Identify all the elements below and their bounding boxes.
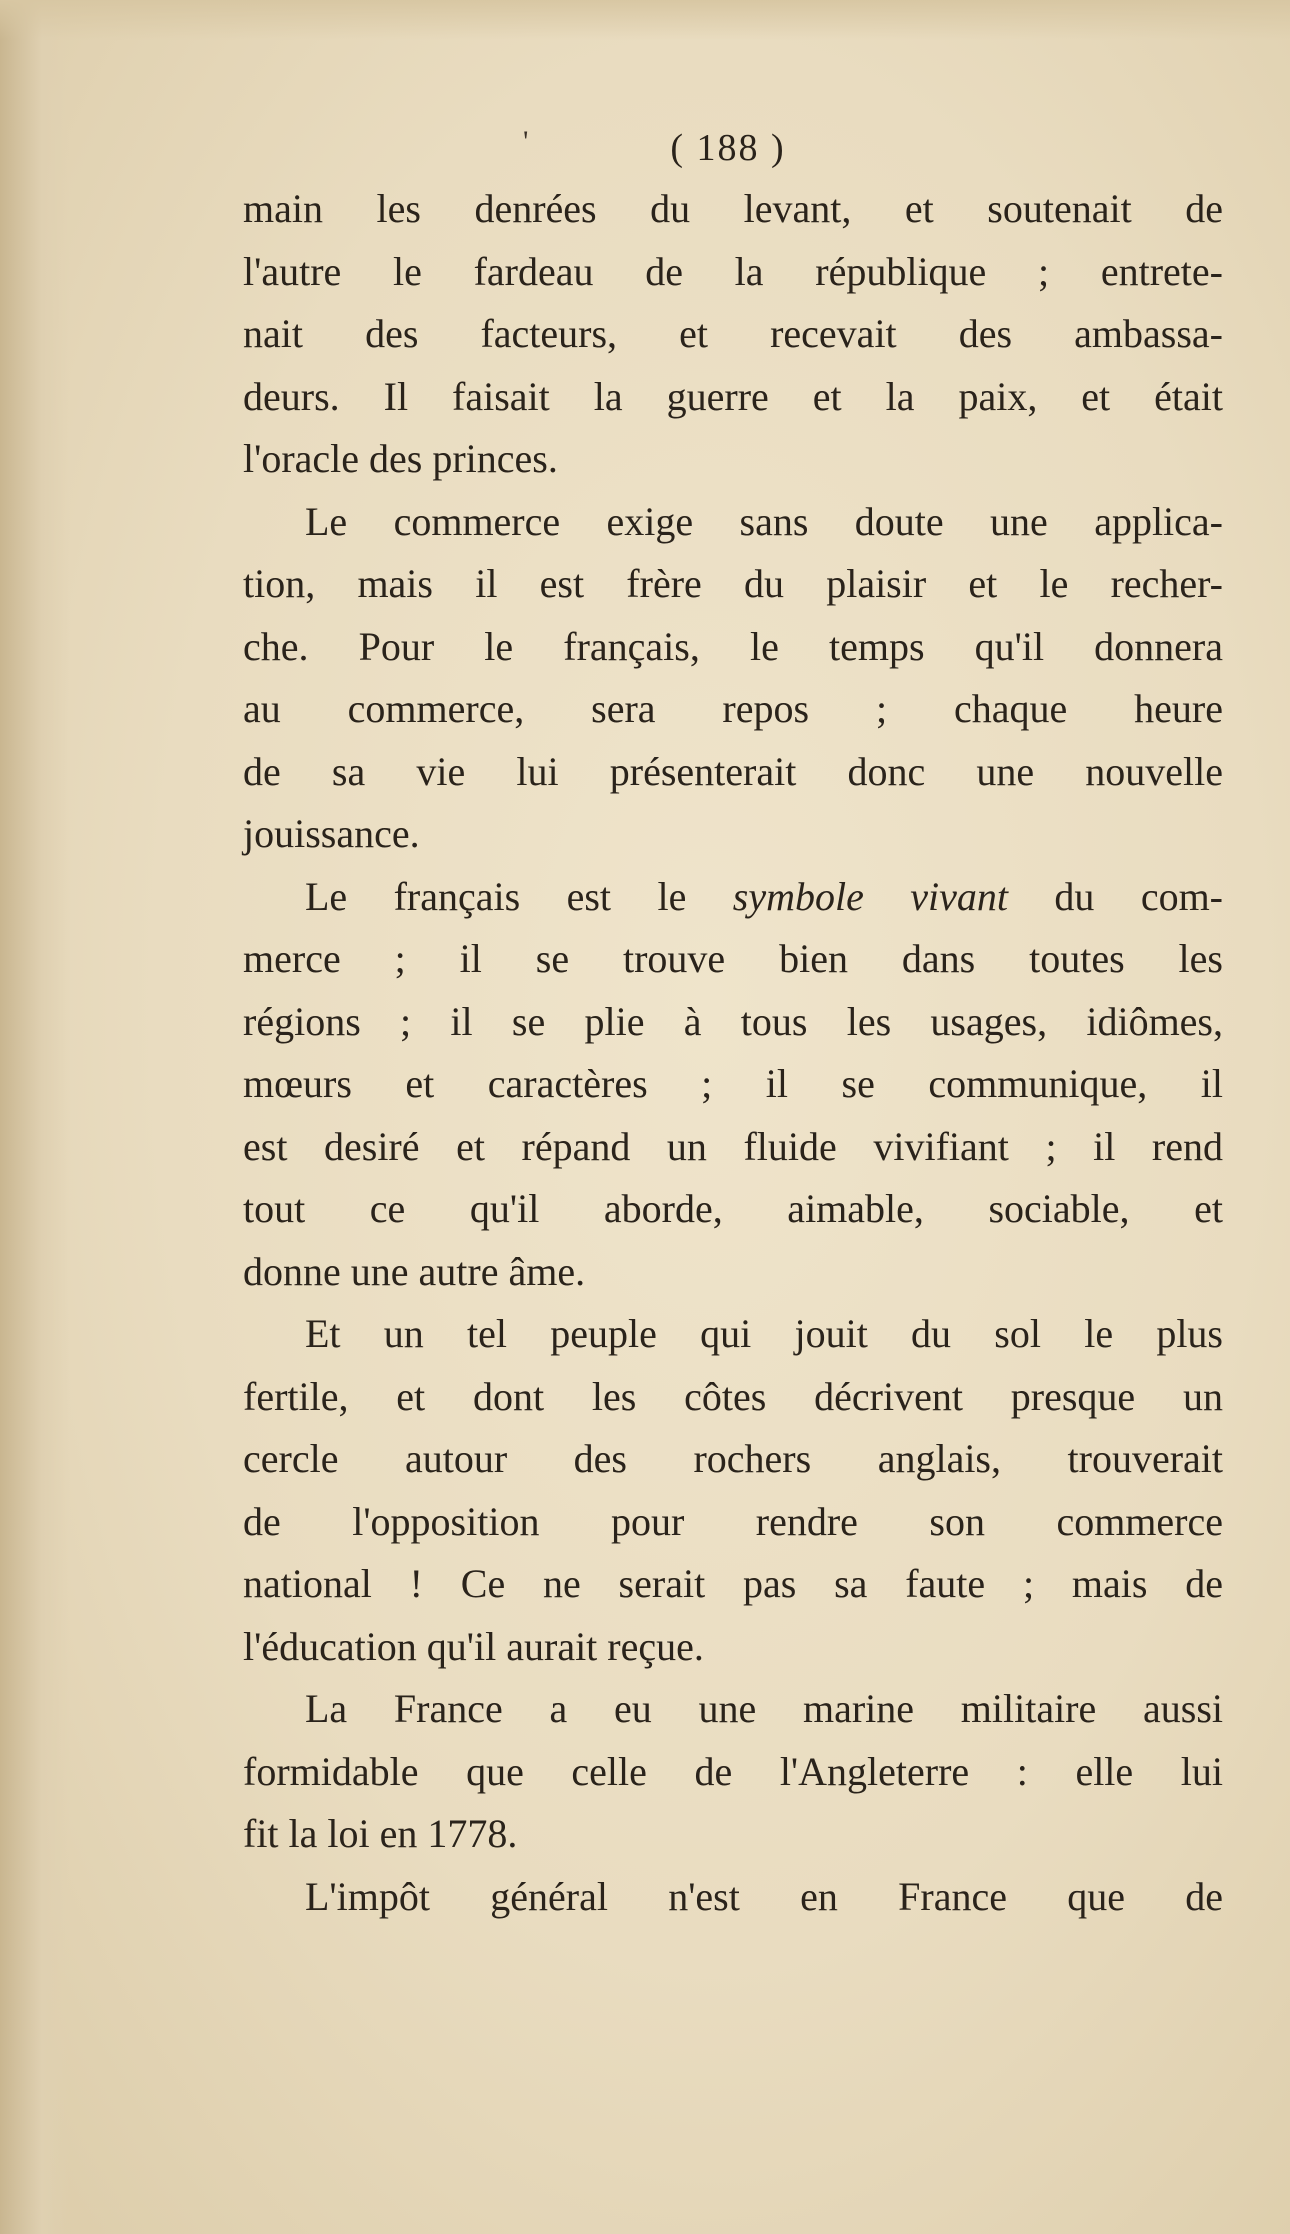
text-line: est desiré et répand un fluide vivifiant ; il rend — [243, 1123, 1223, 1169]
margin-mark: ' — [523, 125, 531, 158]
page-number-label: ( 188 ) — [670, 127, 786, 169]
text-line: mœurs et caractères ; il se communique, il — [243, 1061, 1223, 1106]
page-number — [233, 118, 1223, 178]
text-line: deurs. Il faisait la guerre et la paix, et était — [243, 373, 1223, 419]
text-line: l'oracle des princes. — [243, 436, 558, 481]
binding-gutter — [0, 0, 70, 2234]
text-line: de l'opposition pour rendre son commerce — [243, 1498, 1223, 1544]
italic-phrase: symbole vivant — [732, 873, 1008, 919]
text-line: national ! Ce ne serait pas sa faute ; mais de — [243, 1561, 1223, 1606]
text-line: Le commerce exige sans doute une applica- — [305, 498, 1223, 544]
text-segment: du com- — [1007, 873, 1224, 919]
text-line: nait des facteurs, et recevait des ambassa- — [243, 311, 1223, 356]
text-line: tout ce qu'il aborde, aimable, sociable, et — [243, 1186, 1223, 1231]
text-line: fit la loi en 1778. — [243, 1811, 518, 1856]
text-line: merce ; il se trouve bien dans toutes les — [243, 936, 1223, 981]
text-line: tion, mais il est frère du plaisir et le recher- — [243, 561, 1223, 606]
text-segment: Le français est le — [305, 873, 733, 919]
text-line: l'éducation qu'il aurait reçue. — [243, 1623, 704, 1669]
text-line: fertile, et dont les côtes décrivent presque un — [243, 1373, 1223, 1419]
text-line: L'impôt général n'est en France que de — [305, 1873, 1223, 1919]
text-lines — [243, 178, 1223, 1928]
text-line: de sa vie lui présenterait donc une nouvelle — [243, 748, 1223, 794]
text-line: che. Pour le français, le temps qu'il donnera — [243, 623, 1223, 669]
text-line: cercle autour des rochers anglais, trouverait — [243, 1436, 1223, 1481]
text-line: Et un tel peuple qui jouit du sol le plus — [305, 1311, 1223, 1356]
text-line — [243, 866, 1223, 929]
page-text-block — [243, 118, 1223, 1928]
text-line: jouissance. — [243, 811, 420, 856]
page-top-edge — [0, 0, 1290, 40]
text-line: La France a eu une marine militaire aussi — [305, 1686, 1223, 1731]
text-line: main les denrées du levant, et soutenait de — [243, 186, 1223, 231]
text-line: l'autre le fardeau de la république ; entrete- — [243, 248, 1223, 294]
text-line: formidable que celle de l'Angleterre : elle lui — [243, 1748, 1223, 1794]
text-line: au commerce, sera repos ; chaque heure — [243, 686, 1223, 731]
text-line: donne une autre âme. — [243, 1248, 586, 1294]
text-line: régions ; il se plie à tous les usages, idiômes, — [243, 998, 1223, 1044]
